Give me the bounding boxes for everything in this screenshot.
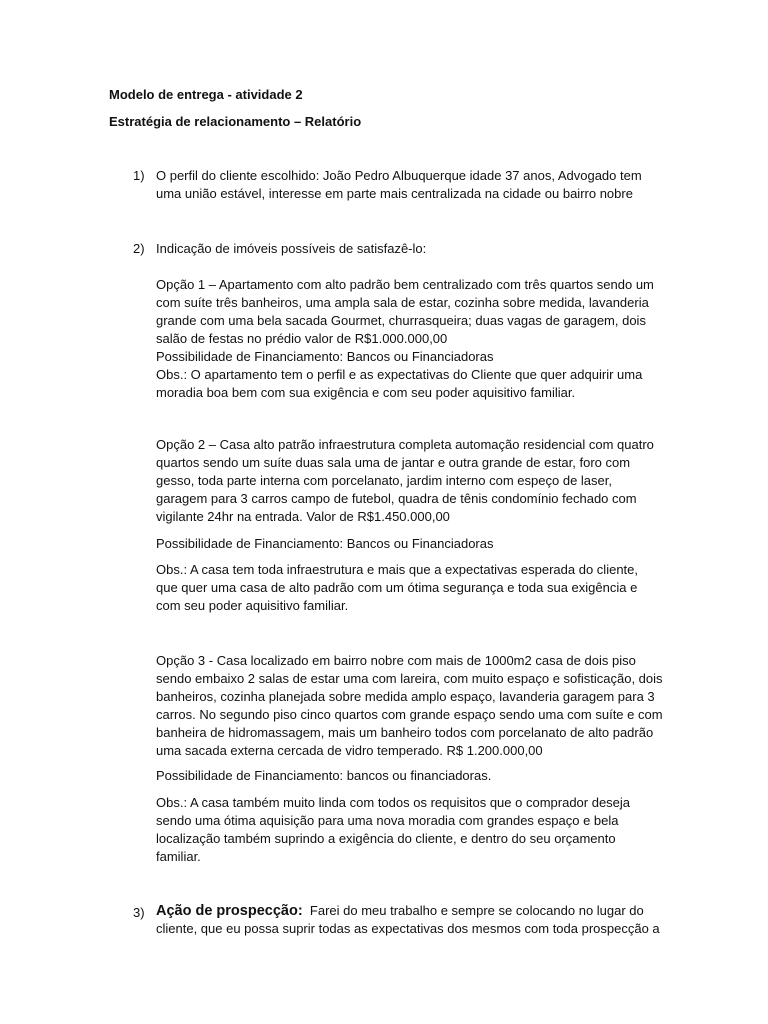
text-line: sendo embaixo 2 salas de estar uma com lareira, com muito espaço e sofisticação, dois: [156, 671, 663, 686]
text-line: com suíte três banheiros, uma ampla sala de estar, cozinha sobre medida, lavanderia: [156, 295, 649, 310]
text-line: quartos sendo um suíte duas sala uma de jantar e outra grande de estar, foro com: [156, 455, 631, 470]
text-line: uma sacada externa cercada de vidro temperado. R$ 1.200.000,00: [156, 743, 543, 758]
document-title: Modelo de entrega - atividade 2: [109, 87, 303, 102]
text-line: [156, 902, 661, 920]
option-3-obs: [156, 794, 661, 866]
text-line: uma união estável, interesse em parte mais centralizada na cidade ou bairro nobre: [156, 186, 633, 201]
section-3-label: Ação de prospecção:: [156, 903, 303, 919]
section-1-text: [156, 167, 661, 203]
text-line: banheiros, cozinha planejada sobre medida amplo espaço, lavanderia garagem para 3: [156, 689, 655, 704]
text-line: salão de festas no prédio valor de R$1.000.000,00: [156, 331, 448, 346]
text-line: familiar.: [156, 849, 201, 864]
text-line: Opção 2 – Casa alto patrão infraestrutura completa automação residencial com quatro: [156, 437, 654, 452]
text-line: Opção 3 - Casa localizado em bairro nobre com mais de 1000m2 casa de dois piso: [156, 653, 636, 668]
option-3-financing: Possibilidade de Financiamento: bancos ou financiadoras.: [156, 768, 492, 783]
text-line: localização também suprindo a exigência do cliente, e dentro do seu orçamento: [156, 831, 616, 846]
text-line: vigilante 24hr na entrada. Valor de R$1.450.000,00: [156, 509, 450, 524]
text-line: Obs.: O apartamento tem o perfil e as expectativas do Cliente que quer adquirir uma: [156, 367, 643, 382]
option-3-text: [156, 652, 661, 760]
text-line: carros. No segundo piso cinco quartos com grande espaço sendo uma com suíte e com: [156, 707, 663, 722]
text-line: O perfil do cliente escolhido: João Pedro Albuquerque idade 37 anos, Advogado tem: [156, 168, 642, 183]
option-2-obs: [156, 561, 661, 615]
document-subtitle: Estratégia de relacionamento – Relatório: [109, 114, 362, 129]
text-line: gesso, toda parte interna com porcelanato, jardim interno com espeço de laser,: [156, 473, 612, 488]
text-line: cliente, que eu possa suprir todas as expectativas dos mesmos com toda prospecção a: [156, 921, 660, 936]
option-2-text: [156, 436, 661, 526]
text-line: Possibilidade de Financiamento: Bancos ou Financiadoras: [156, 349, 494, 364]
text-line: garagem para 3 carros campo de futebol, quadra de tênis condomínio fechado com: [156, 491, 637, 506]
section-2-intro: Indicação de imóveis possíveis de satisfazê-lo:: [156, 241, 427, 256]
text-line: moradia boa bem com sua exigência e com seu poder aquisitivo familiar.: [156, 385, 576, 400]
section-1-number: 1): [133, 168, 145, 183]
section-3-number: 3): [133, 905, 145, 920]
text-line: Obs.: A casa tem toda infraestrutura e mais que a expectativas esperada do cliente,: [156, 562, 638, 577]
text-line: Obs.: A casa também muito linda com todos os requisitos que o comprador deseja: [156, 795, 631, 810]
text-line: com seu poder aquisitivo familiar.: [156, 598, 349, 613]
option-1-text: [156, 276, 661, 402]
section-2-number: 2): [133, 241, 145, 256]
text-line: Opção 1 – Apartamento com alto padrão bem centralizado com três quartos sendo um: [156, 277, 654, 292]
text-line: banheira de hidromassagem, mais um banheiro todos com porcelanato de alto padrão: [156, 725, 654, 740]
text-line: que quer uma casa de alto padrão com um ótima segurança e toda sua exigência e: [156, 580, 638, 595]
text-line: sendo uma ótima aquisição para uma nova moradia com grandes espaço e bela: [156, 813, 619, 828]
text-line: grande com uma bela sacada Gourmet, churrasqueira; duas vagas de garagem, dois: [156, 313, 646, 328]
section-3-line1-text: Farei do meu trabalho e sempre se colocando no lugar do: [302, 903, 644, 918]
option-2-financing: Possibilidade de Financiamento: Bancos ou Financiadoras: [156, 536, 494, 551]
section-3-text: [156, 902, 661, 938]
